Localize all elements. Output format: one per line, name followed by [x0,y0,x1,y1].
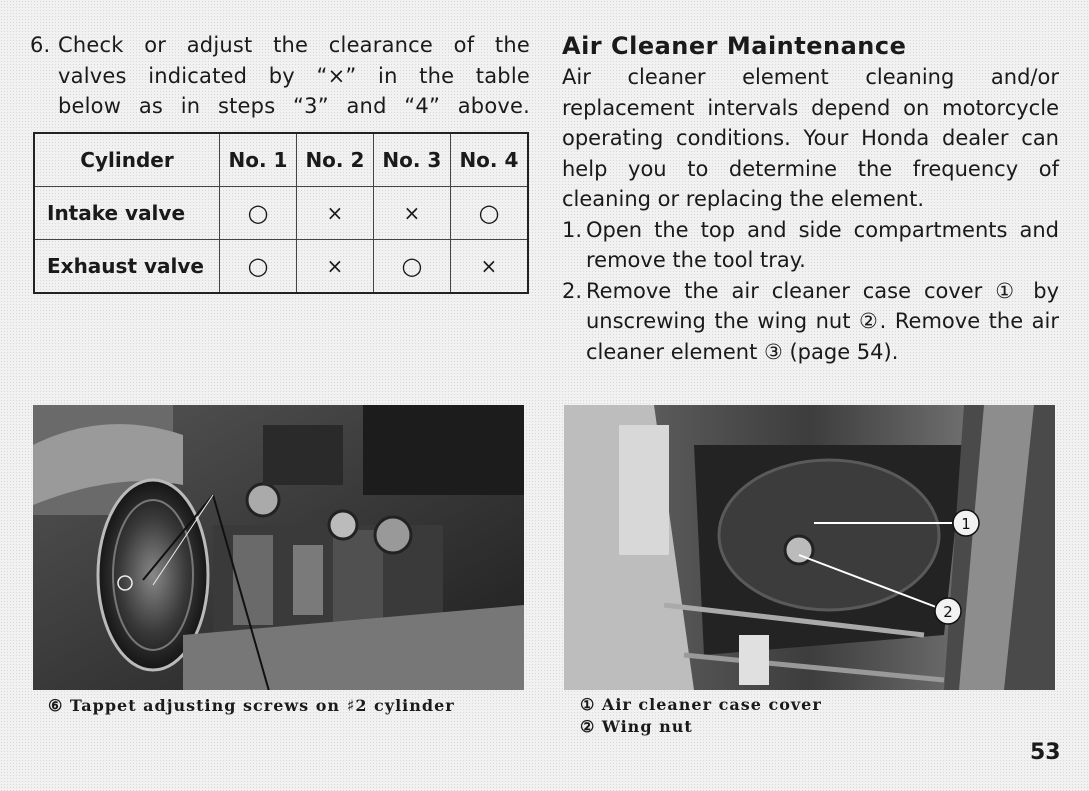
air-cleaner-section [562,30,1059,367]
engine-tappet-photo [33,405,524,690]
item-text: Open the top and side compartments and remove the tool tray. [586,217,1059,272]
item-number: 2. [562,278,583,303]
list-item [562,215,1059,276]
step-line-2 [30,61,530,92]
row-label: Exhaust valve [34,240,220,294]
engine-photo-illustration [33,405,524,690]
valve-mark: ○ [220,240,297,294]
valve-mark: ○ [373,240,450,294]
table-header: No. 1 [220,133,297,187]
item-text: Remove the air cleaner case cover ① by unscrewing the wing nut ②. Remove the air cleaner element ③ (page 54). [586,278,1059,364]
table-header: Cylinder [34,133,220,187]
step-text-line: valves indicated by “×” in the table [58,63,530,88]
step-text-line: below as in steps “3” and “4” above. [58,94,530,118]
valve-mark: ○ [450,187,528,240]
air-cleaner-illustration [564,405,1055,690]
valve-mark: ○ [220,187,297,240]
valve-mark: × [296,240,373,294]
photo-captions-air-cleaner [580,694,822,738]
callout-1-label: 1 [961,515,971,533]
valve-step-6 [30,30,530,122]
step-text-line: Check or adjust the clearance of the [58,33,530,57]
section-title: Air Cleaner Maintenance [562,32,907,60]
table-header: No. 3 [373,133,450,187]
valve-mark: × [296,187,373,240]
step-number: 6. [30,33,51,57]
photo-caption-tappet: ⑥ Tappet adjusting screws on ♯2 cylinder [48,696,455,715]
item-number: 1. [562,217,583,242]
caption-line: ② Wing nut [580,717,693,736]
valve-mark: × [373,187,450,240]
table-header: No. 4 [450,133,528,187]
valve-mark: × [450,240,528,294]
intro-paragraph: Air cleaner element cleaning and/or replacement intervals depend on motorcycle operating conditions. Your Honda dealer can help you to determine the frequency of cleaning or replacing the element. [562,65,1059,211]
callout-2-label: 2 [943,603,953,621]
table-row [34,240,528,294]
caption-line: ① Air cleaner case cover [580,695,822,714]
table-header: No. 2 [296,133,373,187]
valve-clearance-table [33,132,529,294]
list-item [562,276,1059,368]
table-row [34,187,528,240]
page-number: 53 [1030,740,1061,765]
step-line-1 [30,30,530,61]
table-header-row [34,133,528,187]
row-label: Intake valve [34,187,220,240]
air-cleaner-photo [564,405,1055,690]
step-line-3 [30,91,530,122]
